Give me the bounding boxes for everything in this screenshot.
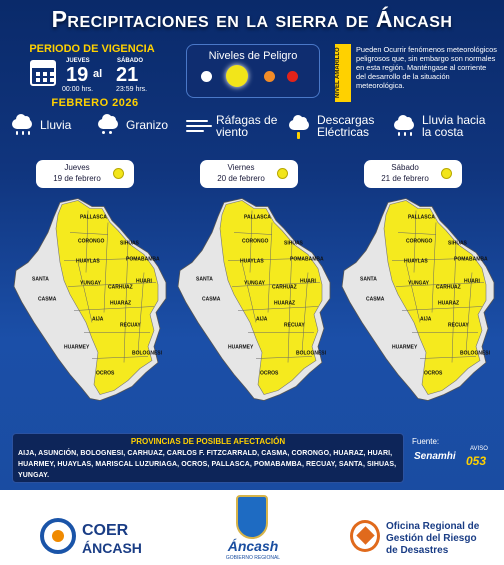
ancash-map: [8, 190, 173, 410]
province-label: PALLASCA: [244, 214, 271, 221]
day-date: 19 de febrero: [53, 174, 101, 183]
day-label: [42, 162, 112, 184]
coer-region: ÁNCASH: [82, 540, 142, 556]
level-dot-icon: [441, 168, 452, 179]
level-tag: NIVEL AMARILLO: [335, 44, 351, 102]
rain-cloud-icon: [392, 115, 418, 137]
page-title: Precipitaciones en la sierra de Áncash: [51, 6, 453, 32]
level-dot-icon: [277, 168, 288, 179]
province-label: HUARMEY: [392, 344, 418, 351]
hazard-coast-rain: [392, 114, 498, 138]
wind-icon: [186, 115, 212, 137]
notice-label: AVISO: [470, 446, 488, 452]
ogrd-name-line2: Gestión del Riesgo: [386, 533, 477, 544]
start-hours: 00:00 hrs.: [62, 86, 94, 93]
danger-levels-label: Niveles de Peligro: [208, 50, 298, 62]
province-label: SANTA: [32, 276, 49, 283]
province-label: BOLOGNESI: [460, 350, 491, 357]
province-label: HUAYLAS: [404, 258, 428, 265]
province-label: HUARI: [300, 278, 316, 285]
province-label: YUNGAY: [80, 280, 101, 287]
province-label: CARHUAZ: [108, 284, 133, 291]
province-label: HUAYLAS: [240, 258, 264, 265]
date-connector: al: [93, 68, 103, 80]
day-name: Viernes: [227, 163, 255, 172]
day-pill: [36, 160, 134, 188]
coer-name: COER: [82, 522, 129, 539]
hail-cloud-icon: [96, 114, 122, 136]
hazard-label: Lluvia hacia la costa: [422, 113, 486, 139]
province-label: AIJA: [92, 316, 104, 323]
province-label: POMABAMBA: [454, 256, 488, 263]
day-label: [206, 162, 276, 184]
province-label: AIJA: [420, 316, 432, 323]
province-label: RECUAY: [120, 322, 141, 329]
province-label: BOLOGNESI: [296, 350, 327, 357]
ancash-shield-icon: [236, 495, 268, 539]
province-label: RECUAY: [284, 322, 305, 329]
hazard-label: Granizo: [126, 118, 169, 132]
province-label: CASMA: [366, 296, 385, 303]
province-label: SIHUAS: [120, 240, 139, 247]
province-label: OCROS: [260, 370, 279, 377]
day-pill: [364, 160, 462, 188]
province-label: HUARAZ: [274, 300, 296, 307]
affected-provinces-list: AIJA, ASUNCIÓN, BOLOGNESI, CARHUAZ, CARLOS F. FITZCARRALD, CASMA, CORONGO, HUARAZ, HUARI, HUARMEY, HUAYLAS, MARISCAL LUZURIAGA, OCROS, PALLASCA, POMABAMBA, RECUAY, SANTA, SIHUAS, YUNGAY.: [18, 450, 397, 479]
end-hours: 23:59 hrs.: [116, 86, 148, 93]
province-label: YUNGAY: [408, 280, 429, 287]
province-label: CORONGO: [242, 238, 269, 245]
level-description: Pueden Ocurrir fenómenos meteorológicos peligrosos que, sin embargo son normales en esta región. Manténgase al corriente del desarrollo de la situación meteorológica.: [356, 45, 497, 90]
province-label: RECUAY: [448, 322, 469, 329]
province-label: HUARI: [464, 278, 480, 285]
end-day-name: SÁBADO: [117, 58, 144, 64]
ogrd-name-line1: Oficina Regional de: [386, 521, 480, 532]
hazard-rain: [10, 114, 71, 136]
province-label: CARHUAZ: [272, 284, 297, 291]
province-label: BOLOGNESI: [132, 350, 163, 357]
province-label: HUARAZ: [110, 300, 132, 307]
hazard-label: Lluvia: [40, 118, 72, 132]
province-label: SANTA: [360, 276, 377, 283]
ogrd-logo-icon: [350, 520, 380, 552]
province-label: PALLASCA: [408, 214, 435, 221]
ancash-map: [172, 190, 337, 410]
coer-logo-icon: [40, 518, 76, 554]
hazard-hail: [96, 114, 168, 136]
vigencia-label: PERIODO DE VIGENCIA: [29, 43, 155, 55]
map-day-3: [336, 160, 501, 410]
province-label: HUARMEY: [64, 344, 90, 351]
day-label: [370, 162, 440, 184]
start-day: 19: [66, 64, 89, 86]
province-label: POMABAMBA: [126, 256, 160, 263]
province-label: PALLASCA: [80, 214, 107, 221]
province-label: HUARAZ: [438, 300, 460, 307]
province-label: SIHUAS: [284, 240, 303, 247]
senamhi-logo: Senamhi: [414, 451, 456, 462]
affected-provinces-title: PROVINCIAS DE POSIBLE AFECTACIÓN: [130, 437, 286, 446]
province-label: SIHUAS: [448, 240, 467, 247]
day-date: 20 de febrero: [217, 174, 265, 183]
ancash-logo-text: Áncash: [227, 538, 279, 554]
province-label: OCROS: [424, 370, 443, 377]
ogrd-name-line3: de Desastres: [386, 545, 449, 556]
province-label: CASMA: [38, 296, 57, 303]
start-day-name: JUEVES: [66, 58, 90, 64]
province-label: OCROS: [96, 370, 115, 377]
province-label: HUARI: [136, 278, 152, 285]
hazard-label: Descargas Eléctricas: [317, 113, 375, 139]
day-name: Sábado: [391, 163, 419, 172]
province-label: POMABAMBA: [290, 256, 324, 263]
province-label: CORONGO: [78, 238, 105, 245]
day-name: Jueves: [64, 163, 90, 172]
day-pill: [200, 160, 298, 188]
level-dot-icon: [113, 168, 124, 179]
map-day-1: [8, 160, 173, 410]
province-label: SANTA: [196, 276, 213, 283]
province-label: HUAYLAS: [76, 258, 100, 265]
province-label: YUNGAY: [244, 280, 265, 287]
danger-level-4-dot: [287, 71, 298, 82]
end-day: 21: [116, 64, 139, 86]
month-year: FEBRERO 2026: [51, 97, 139, 109]
province-label: CASMA: [202, 296, 221, 303]
notice-number: 053: [466, 454, 487, 468]
province-label: CORONGO: [406, 238, 433, 245]
province-label: HUARMEY: [228, 344, 254, 351]
map-day-2: [172, 160, 337, 410]
hazard-label: Ráfagas de viento: [216, 113, 278, 139]
day-date: 21 de febrero: [381, 174, 429, 183]
danger-level-3-dot: [264, 71, 275, 82]
calendar-icon: [30, 60, 56, 86]
rain-cloud-icon: [10, 114, 36, 136]
hazard-wind: [186, 114, 280, 138]
province-label: CARHUAZ: [436, 284, 461, 291]
danger-level-1-dot: [201, 71, 212, 82]
source-label: Fuente:: [412, 437, 440, 446]
province-label: AIJA: [256, 316, 268, 323]
ancash-map: [336, 190, 501, 410]
gobierno-regional-text: GOBIERNO REGIONAL: [225, 555, 281, 561]
hazard-lightning: [287, 114, 393, 138]
lightning-cloud-icon: [287, 115, 313, 137]
danger-level-2-dot: [226, 65, 248, 87]
